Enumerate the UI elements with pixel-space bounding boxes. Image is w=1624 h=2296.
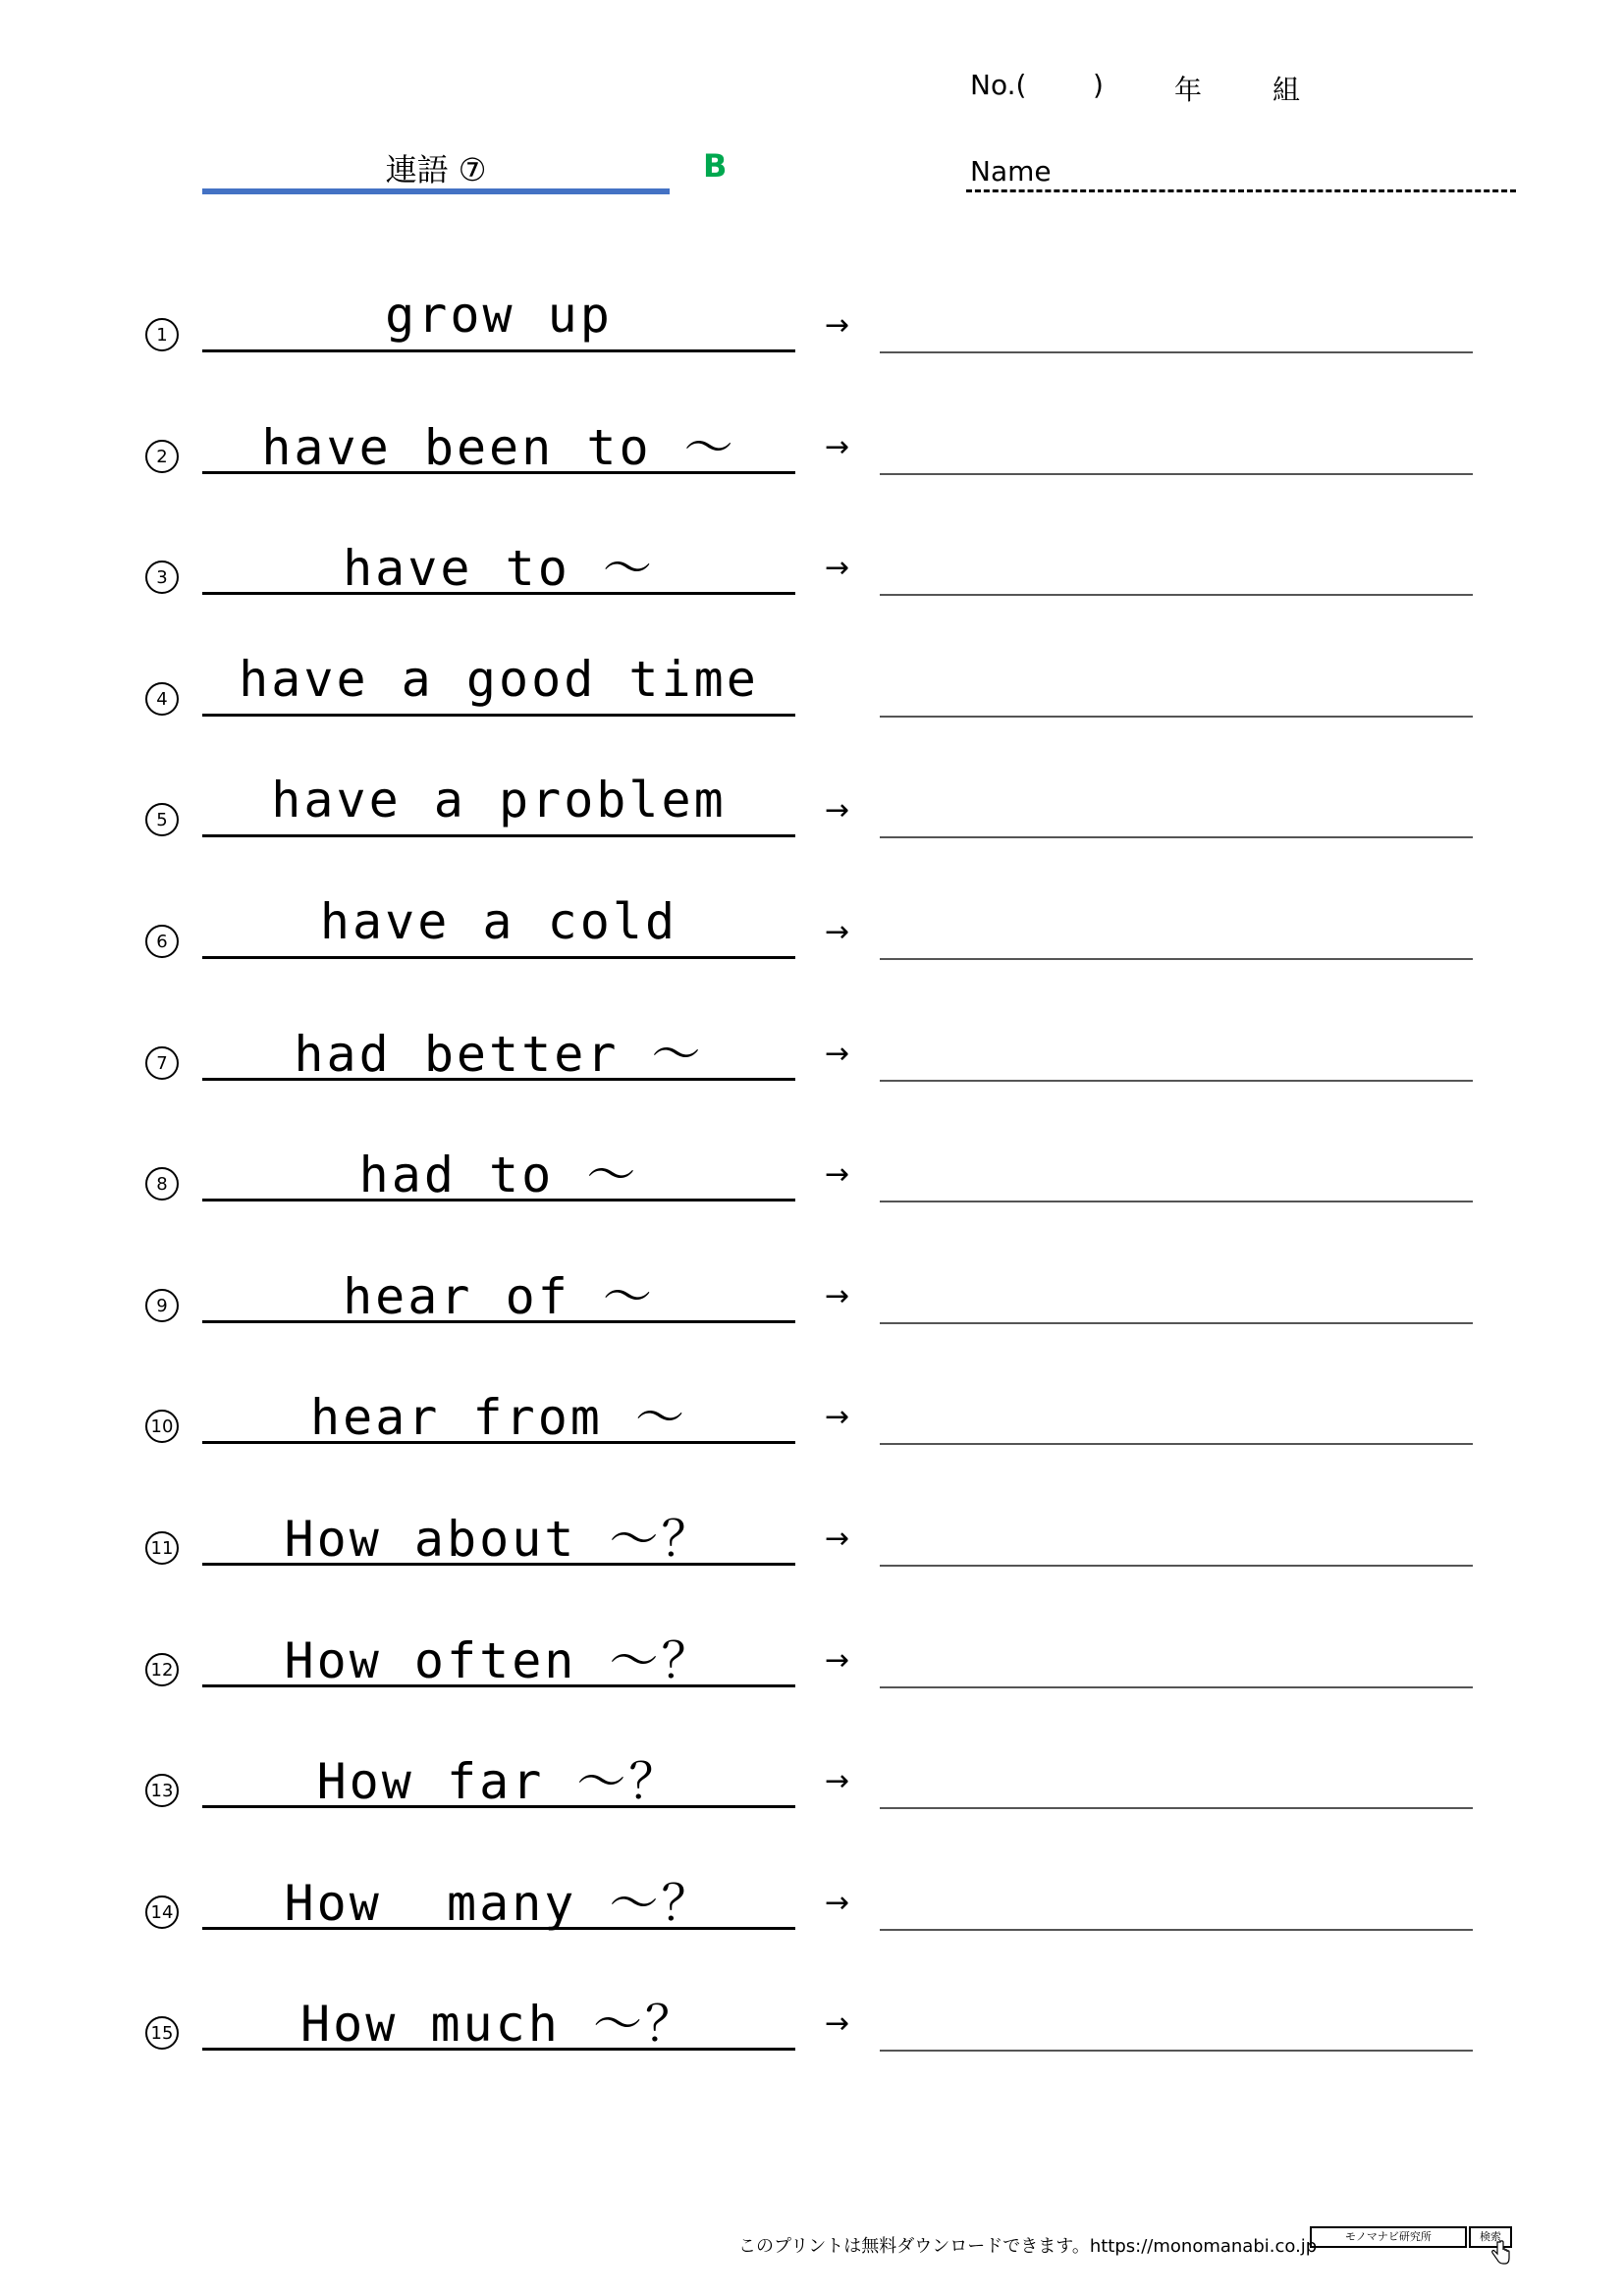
phrase-underline	[202, 1320, 795, 1323]
arrow-icon: →	[825, 551, 850, 585]
answer-field[interactable]	[880, 1565, 1473, 1567]
answer-field[interactable]	[880, 1322, 1473, 1324]
phrase-row	[0, 1985, 1624, 2107]
arrow-icon: →	[825, 1764, 850, 1798]
answer-field[interactable]	[880, 1080, 1473, 1082]
english-phrase: have to ～	[343, 540, 655, 597]
phrase-row	[0, 1257, 1624, 1379]
phrase-row	[0, 893, 1624, 1015]
item-number: 5	[145, 803, 179, 836]
phrase-row	[0, 1622, 1624, 1743]
phrase-underline	[202, 834, 795, 837]
arrow-icon: →	[825, 1037, 850, 1071]
phrase-underline	[202, 471, 795, 474]
english-phrase: hear from ～	[309, 1389, 688, 1446]
header-class-label: 組	[1272, 74, 1301, 106]
english-phrase: How many ～？	[284, 1875, 714, 1932]
header-number-close: )	[1093, 69, 1104, 101]
phrase-underline	[202, 1199, 795, 1201]
answer-field[interactable]	[880, 1686, 1473, 1688]
phrase-row	[0, 1378, 1624, 1500]
arrow-icon: →	[825, 1522, 850, 1556]
item-number: 7	[145, 1046, 179, 1080]
phrase-underline	[202, 1563, 795, 1566]
phrase-underline	[202, 1441, 795, 1444]
arrow-icon: →	[825, 1643, 850, 1678]
arrow-icon: →	[825, 430, 850, 464]
item-number: 2	[145, 440, 179, 473]
english-phrase: How far ～？	[316, 1753, 681, 1810]
english-phrase: How much ～？	[300, 1996, 697, 2053]
arrow-icon: →	[825, 2006, 850, 2041]
item-number: 9	[145, 1289, 179, 1322]
phrase-underline	[202, 956, 795, 959]
header-year-label: 年	[1174, 74, 1203, 106]
arrow-icon: →	[825, 915, 850, 949]
answer-field[interactable]	[880, 594, 1473, 596]
title-underline	[202, 188, 670, 194]
phrase-row	[0, 287, 1624, 408]
phrase-row	[0, 772, 1624, 893]
answer-field[interactable]	[880, 1201, 1473, 1202]
footer-search-button[interactable]: 検索	[1469, 2226, 1512, 2248]
answer-field[interactable]	[880, 836, 1473, 838]
item-number: 13	[145, 1774, 179, 1807]
item-number: 4	[145, 682, 179, 716]
phrase-underline	[202, 2048, 795, 2051]
answer-field[interactable]	[880, 958, 1473, 960]
name-field[interactable]	[966, 189, 1516, 192]
english-phrase: How about ～？	[284, 1511, 714, 1568]
english-phrase: grow up	[385, 287, 613, 344]
english-phrase: had better ～	[294, 1026, 704, 1083]
arrow-icon: →	[825, 793, 850, 828]
phrase-underline	[202, 349, 795, 352]
english-phrase: have a cold	[319, 893, 678, 950]
footer-download-note: このプリントは無料ダウンロードできます。https://monomanabi.co.jp	[738, 2236, 1318, 2257]
phrase-row	[0, 651, 1624, 773]
name-label: Name	[970, 155, 1052, 187]
answer-field[interactable]	[880, 473, 1473, 475]
arrow-icon: →	[825, 308, 850, 343]
item-number: 11	[145, 1531, 179, 1565]
answer-field[interactable]	[880, 1443, 1473, 1445]
worksheet-title: 連語 ⑦	[385, 151, 487, 188]
phrase-underline	[202, 714, 795, 717]
hand-cursor-icon	[1490, 2240, 1510, 2266]
item-number: 14	[145, 1896, 179, 1929]
item-number: 6	[145, 925, 179, 958]
phrase-row	[0, 1864, 1624, 1986]
item-number: 1	[145, 318, 179, 351]
footer-search-box[interactable]: モノマナビ研究所	[1310, 2226, 1467, 2248]
item-number: 3	[145, 561, 179, 594]
phrase-row	[0, 1500, 1624, 1622]
phrase-row	[0, 1742, 1624, 1864]
item-number: 8	[145, 1167, 179, 1201]
answer-field[interactable]	[880, 716, 1473, 718]
english-phrase: have been to ～	[261, 419, 736, 476]
phrase-row	[0, 529, 1624, 651]
phrase-row	[0, 1015, 1624, 1137]
arrow-icon: →	[825, 1400, 850, 1434]
phrase-underline	[202, 592, 795, 595]
answer-field[interactable]	[880, 1807, 1473, 1809]
phrase-row	[0, 1136, 1624, 1257]
item-number: 10	[145, 1410, 179, 1443]
english-phrase: How often ～？	[284, 1632, 714, 1689]
english-phrase: had to ～	[358, 1147, 639, 1203]
header-number-label: No.(	[970, 69, 1027, 101]
answer-field[interactable]	[880, 351, 1473, 353]
phrase-underline	[202, 1078, 795, 1081]
phrase-underline	[202, 1805, 795, 1808]
arrow-icon: →	[825, 1157, 850, 1192]
arrow-icon: →	[825, 1279, 850, 1313]
phrase-underline	[202, 1927, 795, 1930]
phrase-row	[0, 408, 1624, 530]
arrow-icon: →	[825, 1886, 850, 1920]
answer-field[interactable]	[880, 1929, 1473, 1931]
english-phrase: hear of ～	[343, 1268, 655, 1325]
version-label: B	[703, 147, 728, 185]
phrase-underline	[202, 1684, 795, 1687]
english-phrase: have a problem	[271, 772, 727, 828]
item-number: 15	[145, 2016, 179, 2050]
english-phrase: have a good time	[239, 651, 759, 708]
item-number: 12	[145, 1653, 179, 1686]
answer-field[interactable]	[880, 2050, 1473, 2052]
